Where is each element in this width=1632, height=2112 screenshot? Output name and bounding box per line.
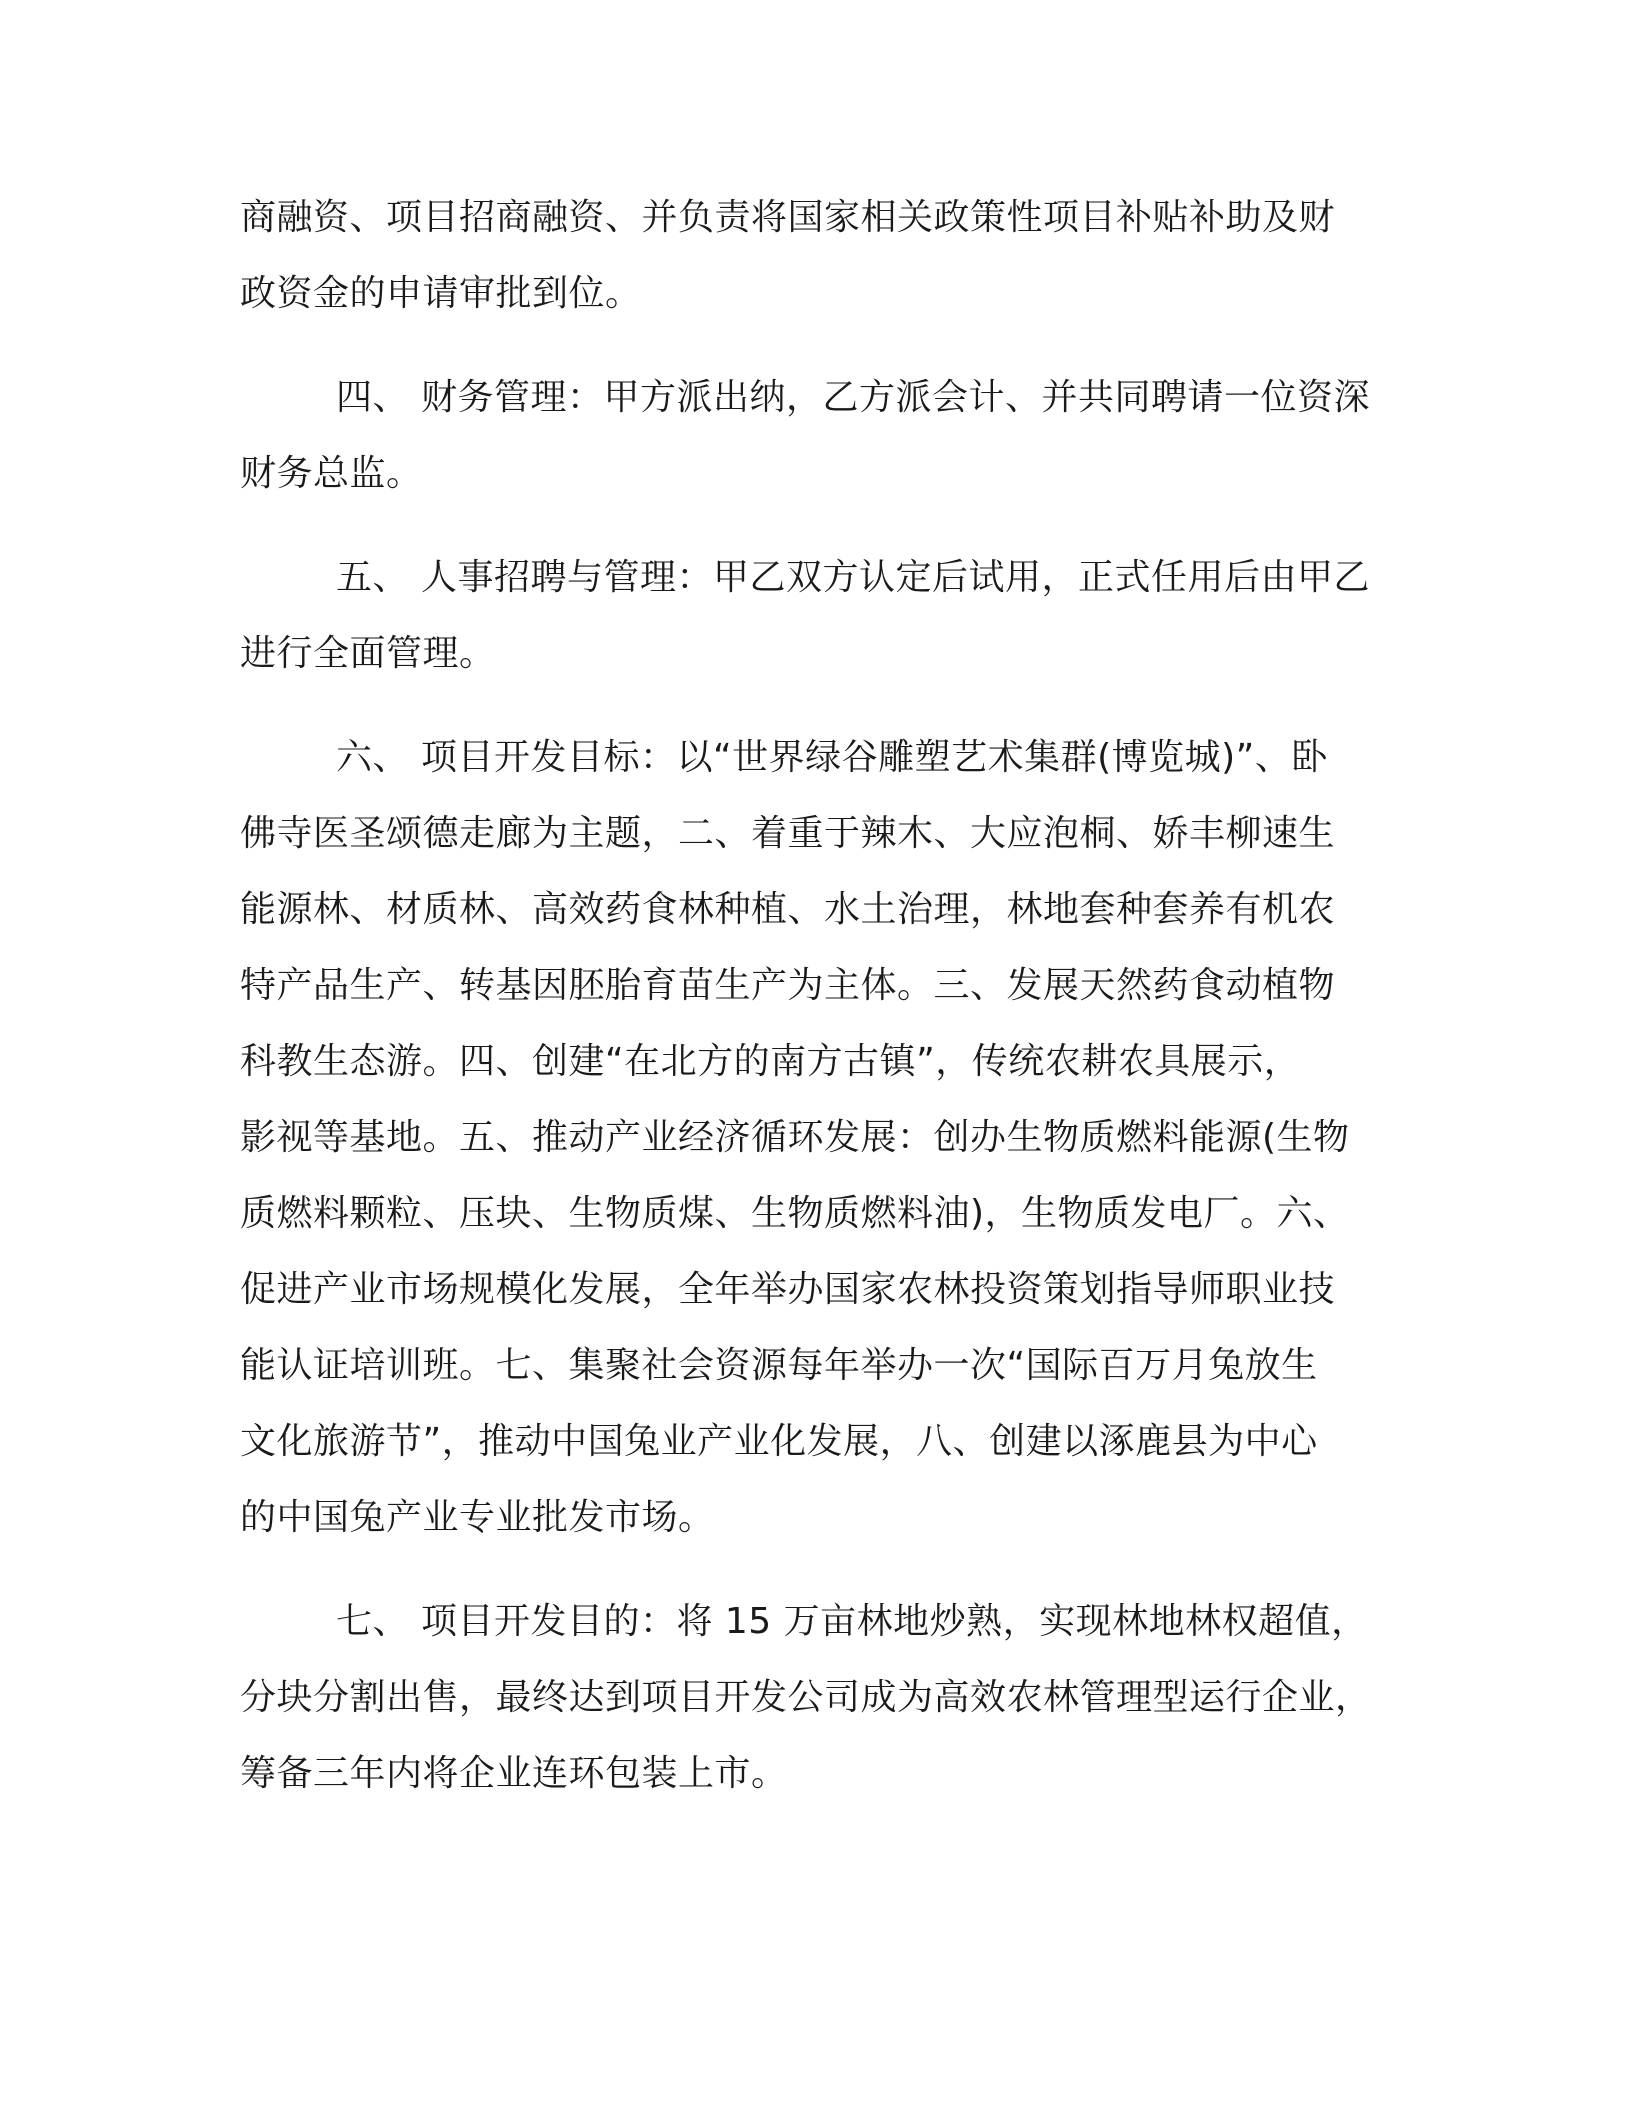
- text-line: 六、 项目开发目标：以“世界绿谷雕塑艺术集群(博览城)”、卧: [336, 737, 1328, 778]
- text-line: 五、 人事招聘与管理：甲乙双方认定后试用，正式任用后由甲乙: [336, 557, 1370, 598]
- text-line: 能认证培训班。七、集聚社会资源每年举办一次“国际百万月兔放生: [240, 1345, 1318, 1386]
- text-line: 的中国兔产业专业批发市场。: [240, 1497, 715, 1538]
- text-line: 筹备三年内将企业连环包装上市。: [240, 1753, 788, 1794]
- text-line: 文化旅游节”，推动中国兔业产业化发展，八、创建以涿鹿县为中心: [240, 1421, 1318, 1462]
- text-line: 能源林、材质林、高效药食林种植、水土治理，林地套种套养有机农: [240, 889, 1336, 930]
- paragraph-goals: [240, 720, 1390, 1556]
- paragraph-finance: [240, 360, 1390, 512]
- text-line: 质燃料颗粒、压块、生物质煤、生物质燃料油)，生物质发电厂。六、: [240, 1193, 1350, 1234]
- text-line: 政资金的申请审批到位。: [240, 273, 642, 314]
- text-line: 七、 项目开发目的：将 15 万亩林地炒熟，实现林地林权超值，: [336, 1601, 1368, 1642]
- paragraph-hr: [240, 540, 1390, 692]
- paragraph-continuation: [240, 180, 1390, 332]
- text-line: 进行全面管理。: [240, 633, 496, 674]
- text-line: 科教生态游。四、创建“在北方的南方古镇”，传统农耕农具展示，: [240, 1041, 1301, 1082]
- text-line: 促进产业市场规模化发展，全年举办国家农林投资策划指导师职业技: [240, 1269, 1336, 1310]
- text-line: 商融资、项目招商融资、并负责将国家相关政策性项目补贴补助及财: [240, 197, 1336, 238]
- text-line: 财务总监。: [240, 453, 423, 494]
- paragraph-purpose: [240, 1584, 1390, 1812]
- text-line: 影视等基地。五、推动产业经济循环发展：创办生物质燃料能源(生物: [240, 1117, 1350, 1158]
- document-body: [240, 180, 1390, 1840]
- text-line: 分块分割出售，最终达到项目开发公司成为高效农林管理型运行企业，: [240, 1677, 1372, 1718]
- text-line: 特产品生产、转基因胚胎育苗生产为主体。三、发展天然药食动植物: [240, 965, 1336, 1006]
- text-line: 佛寺医圣颂德走廊为主题，二、着重于辣木、大应泡桐、娇丰柳速生: [240, 813, 1336, 854]
- text-line: 四、 财务管理：甲方派出纳，乙方派会计、并共同聘请一位资深: [336, 377, 1370, 418]
